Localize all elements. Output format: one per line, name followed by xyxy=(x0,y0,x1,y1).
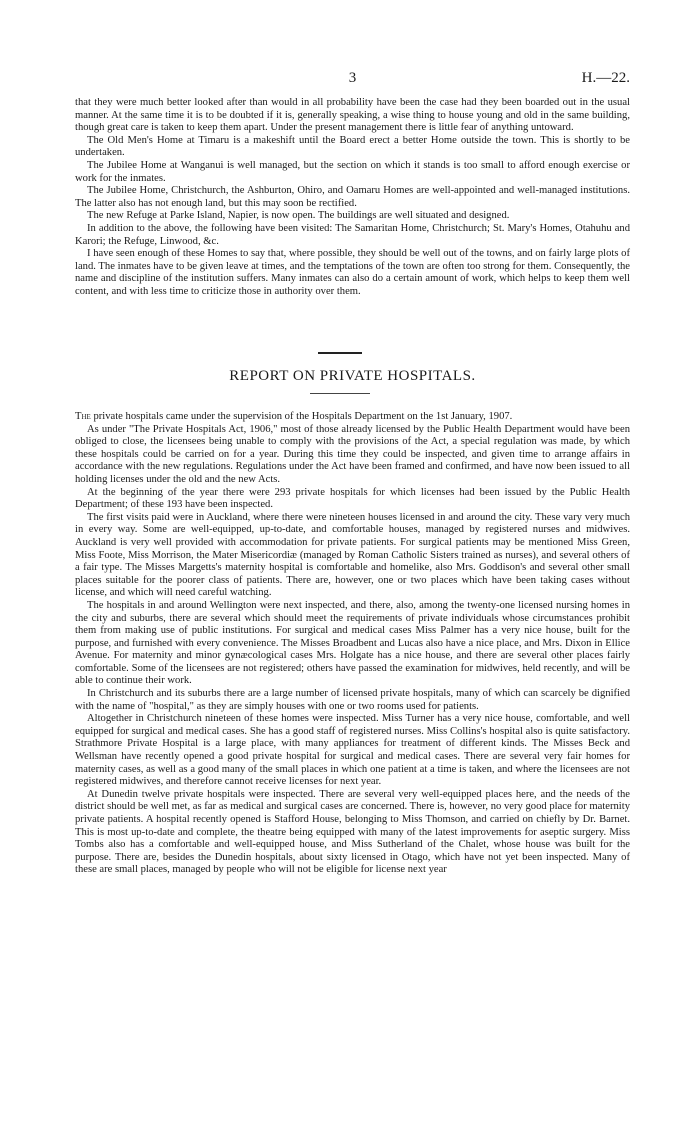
section-divider xyxy=(318,352,362,354)
paragraph: Altogether in Christchurch nineteen of these homes were inspected. Miss Turner has a very nice house, comfortable, and well equipped for surgical and medical cases. She has a good staff of registered nurses. Miss Collins's hospital also is quite satisfactory. Strathmore Private Hospital is a large place, with many appliances for treatment of different kinds. The Misses Beck and Wellsman have recently opened a good private hospital for surgical and medical cases. There are several very fair homes for maternity cases, as well as a good many of the small places in which one patient at a time is taken, and where the licensees are not registered midwives, and therefore cannot receive licenses for next year. xyxy=(75,713,630,788)
page-code: H.—22. xyxy=(581,70,630,86)
paragraph: The Old Men's Home at Timaru is a makeshift until the Board erect a better Home outside the town. This is shortly to be undertaken. xyxy=(75,134,630,159)
paragraph: At the beginning of the year there were 293 private hospitals for which licenses had been issued by the Public Health Department; of these 193 have been inspected. xyxy=(75,486,630,511)
report-title: REPORT ON PRIVATE HOSPITALS. xyxy=(229,368,476,384)
intro-rest: private hospitals came under the supervision of the Hospitals Department on the 1st January, 1907. xyxy=(90,411,513,422)
homes-section xyxy=(75,97,630,299)
paragraph: The first visits paid were in Auckland, where there were nineteen houses licensed in and around the city. These vary very much in every way. Some are well-equipped, up-to-date, and comfortable houses, managed by registered nurses and midwives. Auckland is very well provided with accommodation for private patients. For surgical patients may be mentioned Miss Green, Miss Foote, Miss Morrison, the Mater Misericordiæ (managed by Roman Catholic Sisters trained as nurses), and several others of a fair type. The Misses Margetts's maternity hospital is comfortable and homelike, also Mrs. Goddison's and several other small places suitable for the poorer class of patients. There are, however, one or two places which have been taking cases without license, and which will need careful watching. xyxy=(75,511,630,599)
paragraph: The new Refuge at Parke Island, Napier, is now open. The buildings are well situated and designed. xyxy=(87,210,510,222)
paragraph: As under "The Private Hospitals Act, 1906," most of those already licensed by the Public Health Department would have been obliged to close, the licensees being unable to comply with the provisions of the Act, a special regulation was made, by which these hospitals could be carried on for a year. During this time they could be inspected, and given time to arrange affairs in accordance with the new regulations. Regulations under the Act have been framed and confirmed, and have now been issued to all holding licenses under the old and the new Acts. xyxy=(75,423,630,485)
report-section xyxy=(75,411,630,877)
paragraph: At Dunedin twelve private hospitals were inspected. There are several very well-equipped places here, and the needs of the district should be well met, as far as medical and surgical cases are concerned. There is, however, no very good place for maternity private patients. A hospital recently opened is Stafford House, belonging to Miss Thomson, and carried on chiefly by Dr. Barnet. This is most up-to-date and complete, the theatre being equipped with many of the latest improvements for aseptic surgery. Miss Tombs also has a comfortable and well-equipped house, and Miss Sutherland of the Chalet, whose house was built for the purpose. There are, besides the Dunedin hospitals, about sixty licensed in Otago, which have not yet been inspected. Many of these are small places, managed by people who will not be eligible for license next year xyxy=(75,788,630,876)
paragraph: The hospitals in and around Wellington were next inspected, and there, also, among the twenty-one licensed nursing homes in the city and suburbs, there are several which should meet the requirements of private individuals whose circumstances prohibit them from making use of public institutions. For surgical and medical cases Miss Palmer has a very nice house, built for the purpose, and furnished with every convenience. The Misses Broadbent and Lucas also have a nice place, and Mrs. Dixon in Ellice Avenue. For maternity and minor gynæcological cases Mrs. Holgate has a nice house, and there are several other places fairly comfortable. Some of the licensees are not registered; others have passed the examination for midwives, held recently, and will be able to continue their work. xyxy=(75,599,630,687)
paragraph: that they were much better looked after than would in all probability have been the case had they been boarded out in the usual manner. At the same time it is to be doubted if it is, generally speaking, a wise thing to house young and old in the same building, though great care is taken to keep them apart. Under the present management there is little fear of anything untoward. xyxy=(75,97,630,134)
intro-first-word: The xyxy=(75,411,91,422)
paragraph: I have seen enough of these Homes to say that, where possible, they should be well out of the towns, and on fairly large plots of land. The inmates have to be given leave at times, and the temptations of the town are often too strong for them. Consequently, the name and discipline of the institution suffers. Many inmates can also do a certain amount of work, which helps to keep them well content, and with less time to criticize those in authority over them. xyxy=(75,248,630,297)
paragraph: The Jubilee Home at Wanganui is well managed, but the section on which it stands is too small to afford enough exercise or work for the inmates. xyxy=(75,159,630,184)
page-number: 3 xyxy=(348,70,357,86)
report-intro-paragraph xyxy=(75,411,630,424)
paragraph: The Jubilee Home, Christchurch, the Ashburton, Ohiro, and Oamaru Homes are well-appointed and well-managed institutions. The latter also has not enough land, but this may soon be rectified. xyxy=(75,185,630,209)
paragraph: In addition to the above, the following have been visited: The Samaritan Home, Christchurch; St. Mary's Homes, Otahuhu and Karori; the Refuge, Linwood, &c. xyxy=(75,222,630,247)
paragraph: In Christchurch and its suburbs there are a large number of licensed private hospitals, many of which can scarcely be dignified with the name of "hospital," as they are simply houses with one or two rooms used for patients. xyxy=(75,688,630,712)
title-underline xyxy=(310,393,370,394)
page-header xyxy=(75,70,630,90)
